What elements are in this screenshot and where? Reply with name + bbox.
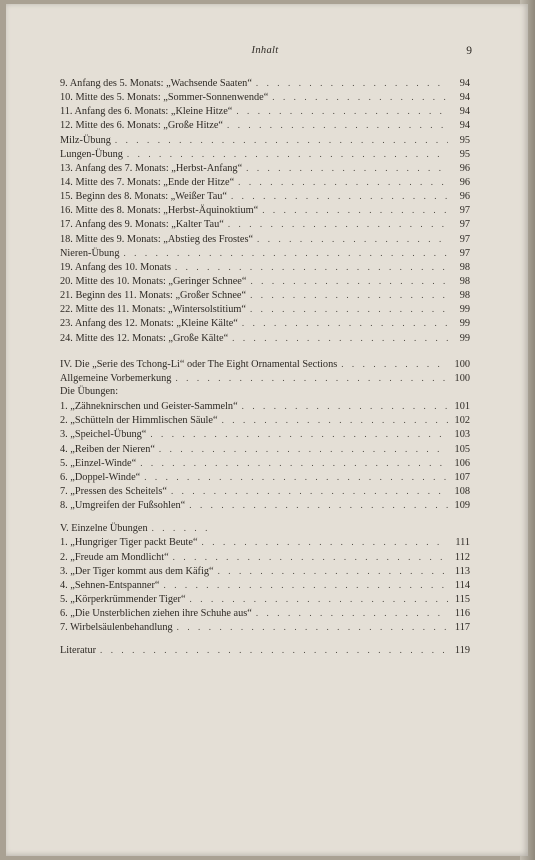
toc-entry-text: 5. „Einzel-Winde“ <box>60 457 137 469</box>
toc-entry-text: 21. Beginn des 11. Monats: „Großer Schnee“ <box>60 290 247 302</box>
toc-entry-text: 4. „Reiben der Nieren“ <box>60 443 155 455</box>
toc-entry-text: Allgemeine Vorbemerkung <box>60 372 172 384</box>
leader-dots <box>152 521 216 535</box>
toc-entry-text: 9. Anfang des 5. Monats: „Wachsende Saaten“ <box>60 78 252 89</box>
toc-entry <box>60 535 470 549</box>
toc-entry-text: 11. Anfang des 6. Monats: „Kleine Hitze“ <box>60 106 233 118</box>
toc-entry-text: Milz-Übung <box>60 134 111 146</box>
toc-entry-page: 101 <box>454 401 470 413</box>
toc-entry <box>60 302 470 316</box>
toc-entry-page: 96 <box>459 191 470 203</box>
toc-entry <box>60 288 470 302</box>
leader-dots <box>115 133 448 147</box>
toc-entry-page: 95 <box>459 134 470 146</box>
toc-entry-page: 100 <box>454 372 470 384</box>
leader-dots <box>190 592 448 606</box>
toc-entry-page: 97 <box>459 205 470 217</box>
leader-dots <box>189 498 448 512</box>
toc-entry-page: 119 <box>454 645 470 657</box>
toc-entry-text: 7. Wirbelsäulenbehandlung <box>60 622 173 634</box>
toc-entry <box>60 564 470 578</box>
toc-section-single-exercises <box>60 535 470 634</box>
toc-entry-text: Nieren-Übung <box>60 247 120 259</box>
leader-dots <box>175 371 448 385</box>
running-title: Inhalt <box>251 45 279 56</box>
toc-entry-text: 10. Mitte des 5. Monats: „Sommer-Sonnenwende“ <box>60 92 269 104</box>
toc-entry-page: 98 <box>459 261 470 273</box>
toc-entry-page: 109 <box>454 500 470 512</box>
table-of-contents <box>60 76 470 657</box>
toc-entry <box>60 133 470 147</box>
toc-entry-page: 94 <box>459 92 470 104</box>
leader-dots <box>262 203 448 217</box>
toc-entry-page: 105 <box>454 443 470 455</box>
leader-dots <box>236 104 448 118</box>
leader-dots <box>250 302 448 316</box>
toc-heading-v <box>60 521 470 535</box>
toc-entry <box>60 331 470 345</box>
leader-dots <box>250 288 448 302</box>
toc-entry-page: 97 <box>459 233 470 245</box>
toc-entry <box>60 413 470 427</box>
toc-entry-page: 94 <box>459 106 470 118</box>
leader-dots <box>238 175 448 189</box>
toc-entry <box>60 442 470 456</box>
toc-entry-page: 99 <box>459 318 470 330</box>
toc-entry <box>60 147 470 161</box>
toc-entry-text: 2. „Schütteln der Himmlischen Säule“ <box>60 415 218 427</box>
toc-entry-page: 97 <box>459 219 470 231</box>
toc-entry-text: 22. Mitte des 11. Monats: „Wintersolstitium“ <box>60 304 246 316</box>
toc-entry <box>60 456 470 470</box>
page-number: 9 <box>466 45 472 57</box>
leader-dots <box>144 470 448 484</box>
leader-dots <box>242 316 448 330</box>
leader-dots <box>227 118 448 132</box>
toc-entry-text: 3. „Der Tiger kommt aus dem Käfig“ <box>60 565 214 577</box>
toc-entry <box>60 203 470 217</box>
leader-dots <box>246 161 448 175</box>
toc-entry <box>60 246 470 260</box>
toc-entry-page: 114 <box>454 579 470 591</box>
toc-entry <box>60 427 470 441</box>
toc-entry-page: 103 <box>454 429 470 441</box>
toc-entry-text: 3. „Speichel-Übung“ <box>60 429 147 441</box>
toc-entry-page: 117 <box>454 622 470 634</box>
toc-entry-literature <box>60 643 470 657</box>
toc-entry <box>60 620 470 634</box>
toc-entry-page: 98 <box>459 290 470 302</box>
toc-entry-text: 23. Anfang des 12. Monats: „Kleine Kälte“ <box>60 318 238 330</box>
toc-entry <box>60 90 470 104</box>
leader-dots <box>341 357 448 371</box>
toc-entry-page: 106 <box>454 457 470 469</box>
leader-dots <box>123 246 448 260</box>
toc-entry <box>60 217 470 231</box>
leader-dots <box>202 535 448 549</box>
toc-entry-page: 98 <box>459 275 470 287</box>
toc-entry-page: 108 <box>454 485 470 497</box>
toc-entry-page: 107 <box>454 471 470 483</box>
leader-dots <box>175 260 448 274</box>
leader-dots <box>177 620 448 634</box>
toc-entry-text: Lungen-Übung <box>60 148 123 160</box>
leader-dots <box>256 606 448 620</box>
toc-entry <box>60 118 470 132</box>
leader-dots <box>171 484 448 498</box>
toc-entry-page: 102 <box>454 415 470 427</box>
leader-dots <box>159 442 448 456</box>
toc-entry-page: 99 <box>459 332 470 344</box>
section-gap <box>60 634 470 643</box>
toc-entry-text: 15. Beginn des 8. Monats: „Weißer Tau“ <box>60 191 227 203</box>
toc-entry-text: 19. Anfang des 10. Monats <box>60 261 171 273</box>
toc-entry-page: 112 <box>454 551 470 563</box>
toc-entry-page: 95 <box>459 148 470 160</box>
toc-entry-page: 111 <box>455 537 470 549</box>
toc-entry <box>60 189 470 203</box>
leader-dots <box>140 456 448 470</box>
toc-entry-text: 17. Anfang des 9. Monats: „Kalter Tau“ <box>60 219 224 231</box>
toc-entry-text: 16. Mitte des 8. Monats: „Herbst-Äquinoktium“ <box>60 205 259 217</box>
toc-entry-page: 96 <box>459 176 470 188</box>
toc-entry-text: 1. „Zähneknirschen und Geister-Sammeln“ <box>60 401 238 413</box>
toc-label-uebungen <box>60 385 470 399</box>
toc-entry <box>60 578 470 592</box>
toc-entry <box>60 232 470 246</box>
toc-entry-text: 18. Mitte des 9. Monats: „Abstieg des Frostes“ <box>60 233 254 245</box>
toc-entry <box>60 498 470 512</box>
toc-entry <box>60 104 470 118</box>
leader-dots <box>242 399 448 413</box>
leader-dots <box>250 274 448 288</box>
leader-dots <box>231 189 448 203</box>
toc-heading-iv <box>60 357 470 371</box>
toc-entry-page: 94 <box>459 120 470 132</box>
toc-entry-text: 2. „Freude am Mondlicht“ <box>60 551 169 563</box>
section-gap <box>60 512 470 521</box>
toc-entry-text: IV. Die „Serie des Tchong-Li“ oder The Eight Ornamental Sections <box>60 358 338 370</box>
toc-label-text: Die Übungen: <box>60 385 119 397</box>
leader-dots <box>256 76 448 90</box>
toc-entry <box>60 175 470 189</box>
leader-dots <box>257 232 448 246</box>
toc-entry-text: 1. „Hungriger Tiger packt Beute“ <box>60 537 198 549</box>
toc-entry-text: 8. „Umgreifen der Fußsohlen“ <box>60 500 186 512</box>
leader-dots <box>164 578 449 592</box>
toc-entry <box>60 606 470 620</box>
toc-section-exercises <box>60 399 470 512</box>
toc-entry-text: 12. Mitte des 6. Monats: „Große Hitze“ <box>60 120 223 132</box>
leader-dots <box>272 90 448 104</box>
toc-entry-text: 6. „Doppel-Winde“ <box>60 471 141 483</box>
running-header <box>60 45 470 59</box>
toc-heading-text: V. Einzelne Übungen <box>60 523 148 535</box>
toc-entry-text: 7. „Pressen des Scheitels“ <box>60 485 167 497</box>
leader-dots <box>127 147 448 161</box>
toc-entry-page: 113 <box>454 565 470 577</box>
leader-dots <box>222 413 448 427</box>
toc-entry-page: 94 <box>459 78 470 89</box>
toc-entry-text: 20. Mitte des 10. Monats: „Geringer Schnee“ <box>60 275 247 287</box>
leader-dots <box>150 427 448 441</box>
toc-entry-text: 24. Mitte des 12. Monats: „Große Kälte“ <box>60 332 229 344</box>
toc-entry <box>60 316 470 330</box>
toc-entry <box>60 260 470 274</box>
leader-dots <box>218 564 448 578</box>
toc-entry-page: 115 <box>454 593 470 605</box>
toc-entry <box>60 550 470 564</box>
toc-entry-text: 4. „Sehnen-Entspanner“ <box>60 579 160 591</box>
leader-dots <box>228 217 448 231</box>
toc-entry <box>60 161 470 175</box>
toc-entry-text: 13. Anfang des 7. Monats: „Herbst-Anfang“ <box>60 162 243 174</box>
section-gap <box>60 345 470 357</box>
toc-entry-text: 14. Mitte des 7. Monats: „Ende der Hitze“ <box>60 176 235 188</box>
toc-entry-page: 97 <box>459 247 470 259</box>
leader-dots <box>232 331 448 345</box>
toc-entry <box>60 470 470 484</box>
toc-section-months <box>60 76 470 345</box>
toc-entry <box>60 592 470 606</box>
leader-dots <box>100 643 448 657</box>
toc-entry <box>60 76 470 90</box>
toc-entry-page: 116 <box>454 608 470 620</box>
toc-entry <box>60 274 470 288</box>
toc-entry-page: 99 <box>459 304 470 316</box>
toc-entry-text: 6. „Die Unsterblichen ziehen ihre Schuhe aus“ <box>60 608 252 620</box>
toc-entry-page: 96 <box>459 162 470 174</box>
toc-entry <box>60 484 470 498</box>
toc-entry-intro <box>60 371 470 385</box>
toc-entry-text: 5. „Körperkrümmender Tiger“ <box>60 593 186 605</box>
toc-entry-page: 100 <box>454 358 470 370</box>
toc-entry <box>60 399 470 413</box>
leader-dots <box>173 550 448 564</box>
toc-entry-text: Literatur <box>60 645 97 657</box>
